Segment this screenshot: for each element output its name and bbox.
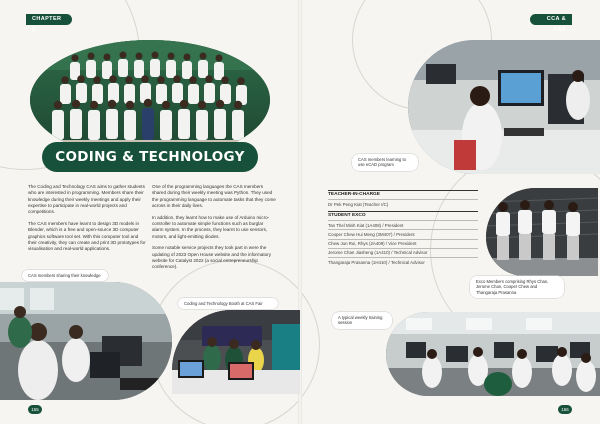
paragraph: The Coding and Technology CAS aims to gather students who are interested in programming. Members share their knowledge during their weekly meetings and apply their expertise to participate in real-world projects and competitions. xyxy=(28,184,145,215)
section-tab: CCA & CAS xyxy=(530,14,572,25)
paragraph: One of the programming languages the CAS members shared during their weekly meeting was Python. They used the programming language to automate tasks that they come across in their daily lives. xyxy=(152,184,276,208)
exco-row: Jerome Chan Jiasheng (1A410) / Technical Advisor xyxy=(328,248,478,257)
caption-sharing: CAS members sharing their knowledge xyxy=(22,270,108,281)
article-title: CODING & TECHNOLOGY xyxy=(42,142,258,172)
caption-weekly: A typical weekly training session xyxy=(332,312,392,329)
teacher-heading: TEACHER-IN-CHARGE xyxy=(328,190,478,199)
paragraph: Some notable service projects they took part in were the updating of 2023 Open House website and the informatory website for Catalyst 2022 (a social entrepreneurship conference). xyxy=(152,245,272,270)
roster-table xyxy=(328,190,478,266)
caption-booth: Coding and Technology Booth at CAS Fair xyxy=(178,298,278,309)
exco-row: Thangaraja Prasanna (1H410) / Technical Advisor xyxy=(328,257,478,266)
body-column-1 xyxy=(28,184,146,258)
paragraph: The CAS members have learnt to design 3D models in Blender, which is a free and open-source 3D computer graphics software tool set. With this computer tool and their creativity, they can create and print 3D prototypes for visualisation and real-world applications. xyxy=(28,220,146,252)
chapter-tab: CHAPTER 5 xyxy=(26,14,72,25)
photo-exco-members xyxy=(486,188,598,276)
paragraph: In addition, they learnt how to make use of Arduino micro-controller to automate simple functions such as burglar alarm system. In the process, they learnt to use sensors, motors, and light-emitting diodes. xyxy=(152,214,270,239)
exco-heading: STUDENT EXCO xyxy=(328,211,478,220)
photo-weekly-training xyxy=(386,312,600,396)
teacher-row: Dr Pek Peng Kiat (Teacher I/C) xyxy=(328,199,478,208)
exco-row: Cooper Chew Hui Meng (3M407) / President xyxy=(328,229,478,238)
page-number-left: 155 xyxy=(28,405,42,414)
caption-learning: CAS members learning to use eCAD program xyxy=(352,154,418,171)
caption-exco: Exco Members comprising Rhys Chan, Jerome Chan, Cooper Chew and Thangaraja Prasanna xyxy=(470,276,564,298)
exco-row: Chew Jun Rui, Rhys (2A409) / Vice President xyxy=(328,239,478,248)
exco-row: Tan Thel Minh Kiat (1A408) / President xyxy=(328,220,478,229)
photo-sharing-knowledge xyxy=(0,282,172,400)
body-column-2 xyxy=(152,184,276,276)
photo-ecad-learning xyxy=(408,40,600,174)
page-number-right: 156 xyxy=(558,405,572,414)
